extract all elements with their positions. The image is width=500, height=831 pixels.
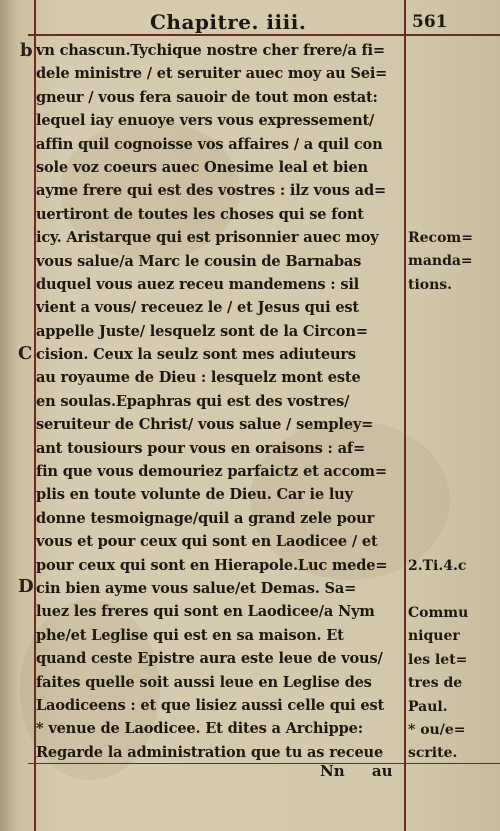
text-line: lequel iay enuoye vers vous expressement/ bbox=[36, 112, 375, 130]
margin-note-line: manda= bbox=[408, 253, 473, 270]
margin-note-written bbox=[408, 719, 498, 766]
catchword: au bbox=[371, 762, 393, 780]
margin-note-recommendations bbox=[408, 227, 498, 297]
marginal-letter-d: D bbox=[18, 576, 34, 597]
main-text bbox=[36, 39, 402, 764]
text-line: vn chascun.Tychique nostre cher frere/a fi= bbox=[36, 42, 385, 59]
text-line: au royaume de Dieu : lesquelz mont este bbox=[36, 369, 361, 387]
text-line: appelle Juste/ lesquelz sont de la Circon= bbox=[36, 322, 368, 340]
text-line: Laodiceens : et que lisiez aussi celle qui est bbox=[36, 696, 385, 714]
chapter-title: Chapitre. iiii. bbox=[150, 10, 307, 34]
text-line: quand ceste Epistre aura este leue de vous/ bbox=[36, 650, 383, 668]
signature-mark: Nn bbox=[320, 762, 345, 780]
catchword-row bbox=[320, 762, 414, 780]
marginal-letter-b: b bbox=[20, 40, 33, 61]
margin-note-line: scrite. bbox=[408, 745, 458, 762]
text-line: gneur / vous fera sauoir de tout mon estat: bbox=[36, 88, 378, 106]
text-line: vous et pour ceux qui sont en Laodicee / et bbox=[36, 533, 378, 551]
text-line: seruiteur de Christ/ vous salue / sempley= bbox=[36, 416, 374, 434]
text-line: affin quil cognoisse vos affaires / a quil con bbox=[36, 135, 383, 153]
margin-note-line: tions. bbox=[408, 276, 453, 293]
margin-note-line: les let= bbox=[408, 651, 468, 668]
text-line: phe/et Leglise qui est en sa maison. Et bbox=[36, 626, 344, 644]
margin-note-line: Commu bbox=[408, 605, 469, 621]
rule-top bbox=[28, 34, 500, 36]
text-line: ayme frere qui est des vostres : ilz vous ad= bbox=[36, 182, 386, 200]
text-line: sole voz coeurs auec Onesime leal et bien bbox=[36, 158, 368, 176]
margin-note-line: Paul. bbox=[408, 698, 448, 715]
text-line: pour ceux qui sont en Hierapole.Luc mede= bbox=[36, 556, 388, 574]
margin-note-line: niquer bbox=[408, 628, 460, 645]
text-line: Regarde la administration que tu as receue bbox=[36, 743, 384, 761]
text-line: plis en toute volunte de Dieu. Car ie luy bbox=[36, 486, 353, 504]
text-line: dele ministre / et seruiter auec moy au Sei= bbox=[36, 65, 388, 83]
text-line: uertiront de toutes les choses qui se font bbox=[36, 205, 364, 223]
rule-column bbox=[404, 0, 406, 831]
text-line: icy. Aristarque qui est prisonnier auec moy bbox=[36, 229, 379, 247]
text-line: duquel vous auez receu mandemens : sil bbox=[36, 275, 360, 293]
text-line: vient a vous/ receuez le / et Jesus qui est bbox=[36, 299, 359, 317]
text-line: cision. Ceux la seulz sont mes adiuteurs bbox=[36, 346, 356, 364]
text-line: en soulas.Epaphras qui est des vostres/ bbox=[36, 392, 350, 410]
text-line: faites quelle soit aussi leue en Leglise des bbox=[36, 673, 372, 691]
margin-reference bbox=[408, 555, 498, 578]
margin-note-line: tres de bbox=[408, 675, 463, 692]
page-number: 561 bbox=[412, 12, 448, 32]
margin-note-communicate bbox=[408, 602, 498, 719]
text-line: luez les freres qui sont en Laodicee/a Nym bbox=[36, 603, 375, 621]
text-line: donne tesmoignage/quil a grand zele pour bbox=[36, 509, 375, 527]
margin-note-line: * ou/e= bbox=[408, 722, 466, 738]
running-header bbox=[0, 8, 500, 34]
margin-note-line: Recom= bbox=[408, 230, 473, 246]
text-line: ant tousiours pour vous en oraisons : af= bbox=[36, 439, 365, 457]
marginal-letter-c: C bbox=[18, 343, 33, 364]
text-line: cin bien ayme vous salue/et Demas. Sa= bbox=[36, 579, 357, 597]
text-line: fin que vous demouriez parfaictz et accom= bbox=[36, 463, 387, 481]
margin-reference-text: 2.Ti.4.c bbox=[408, 558, 467, 574]
text-line: * venue de Laodicee. Et dites a Archippe: bbox=[36, 720, 363, 738]
text-line: vous salue/a Marc le cousin de Barnabas bbox=[36, 252, 362, 270]
